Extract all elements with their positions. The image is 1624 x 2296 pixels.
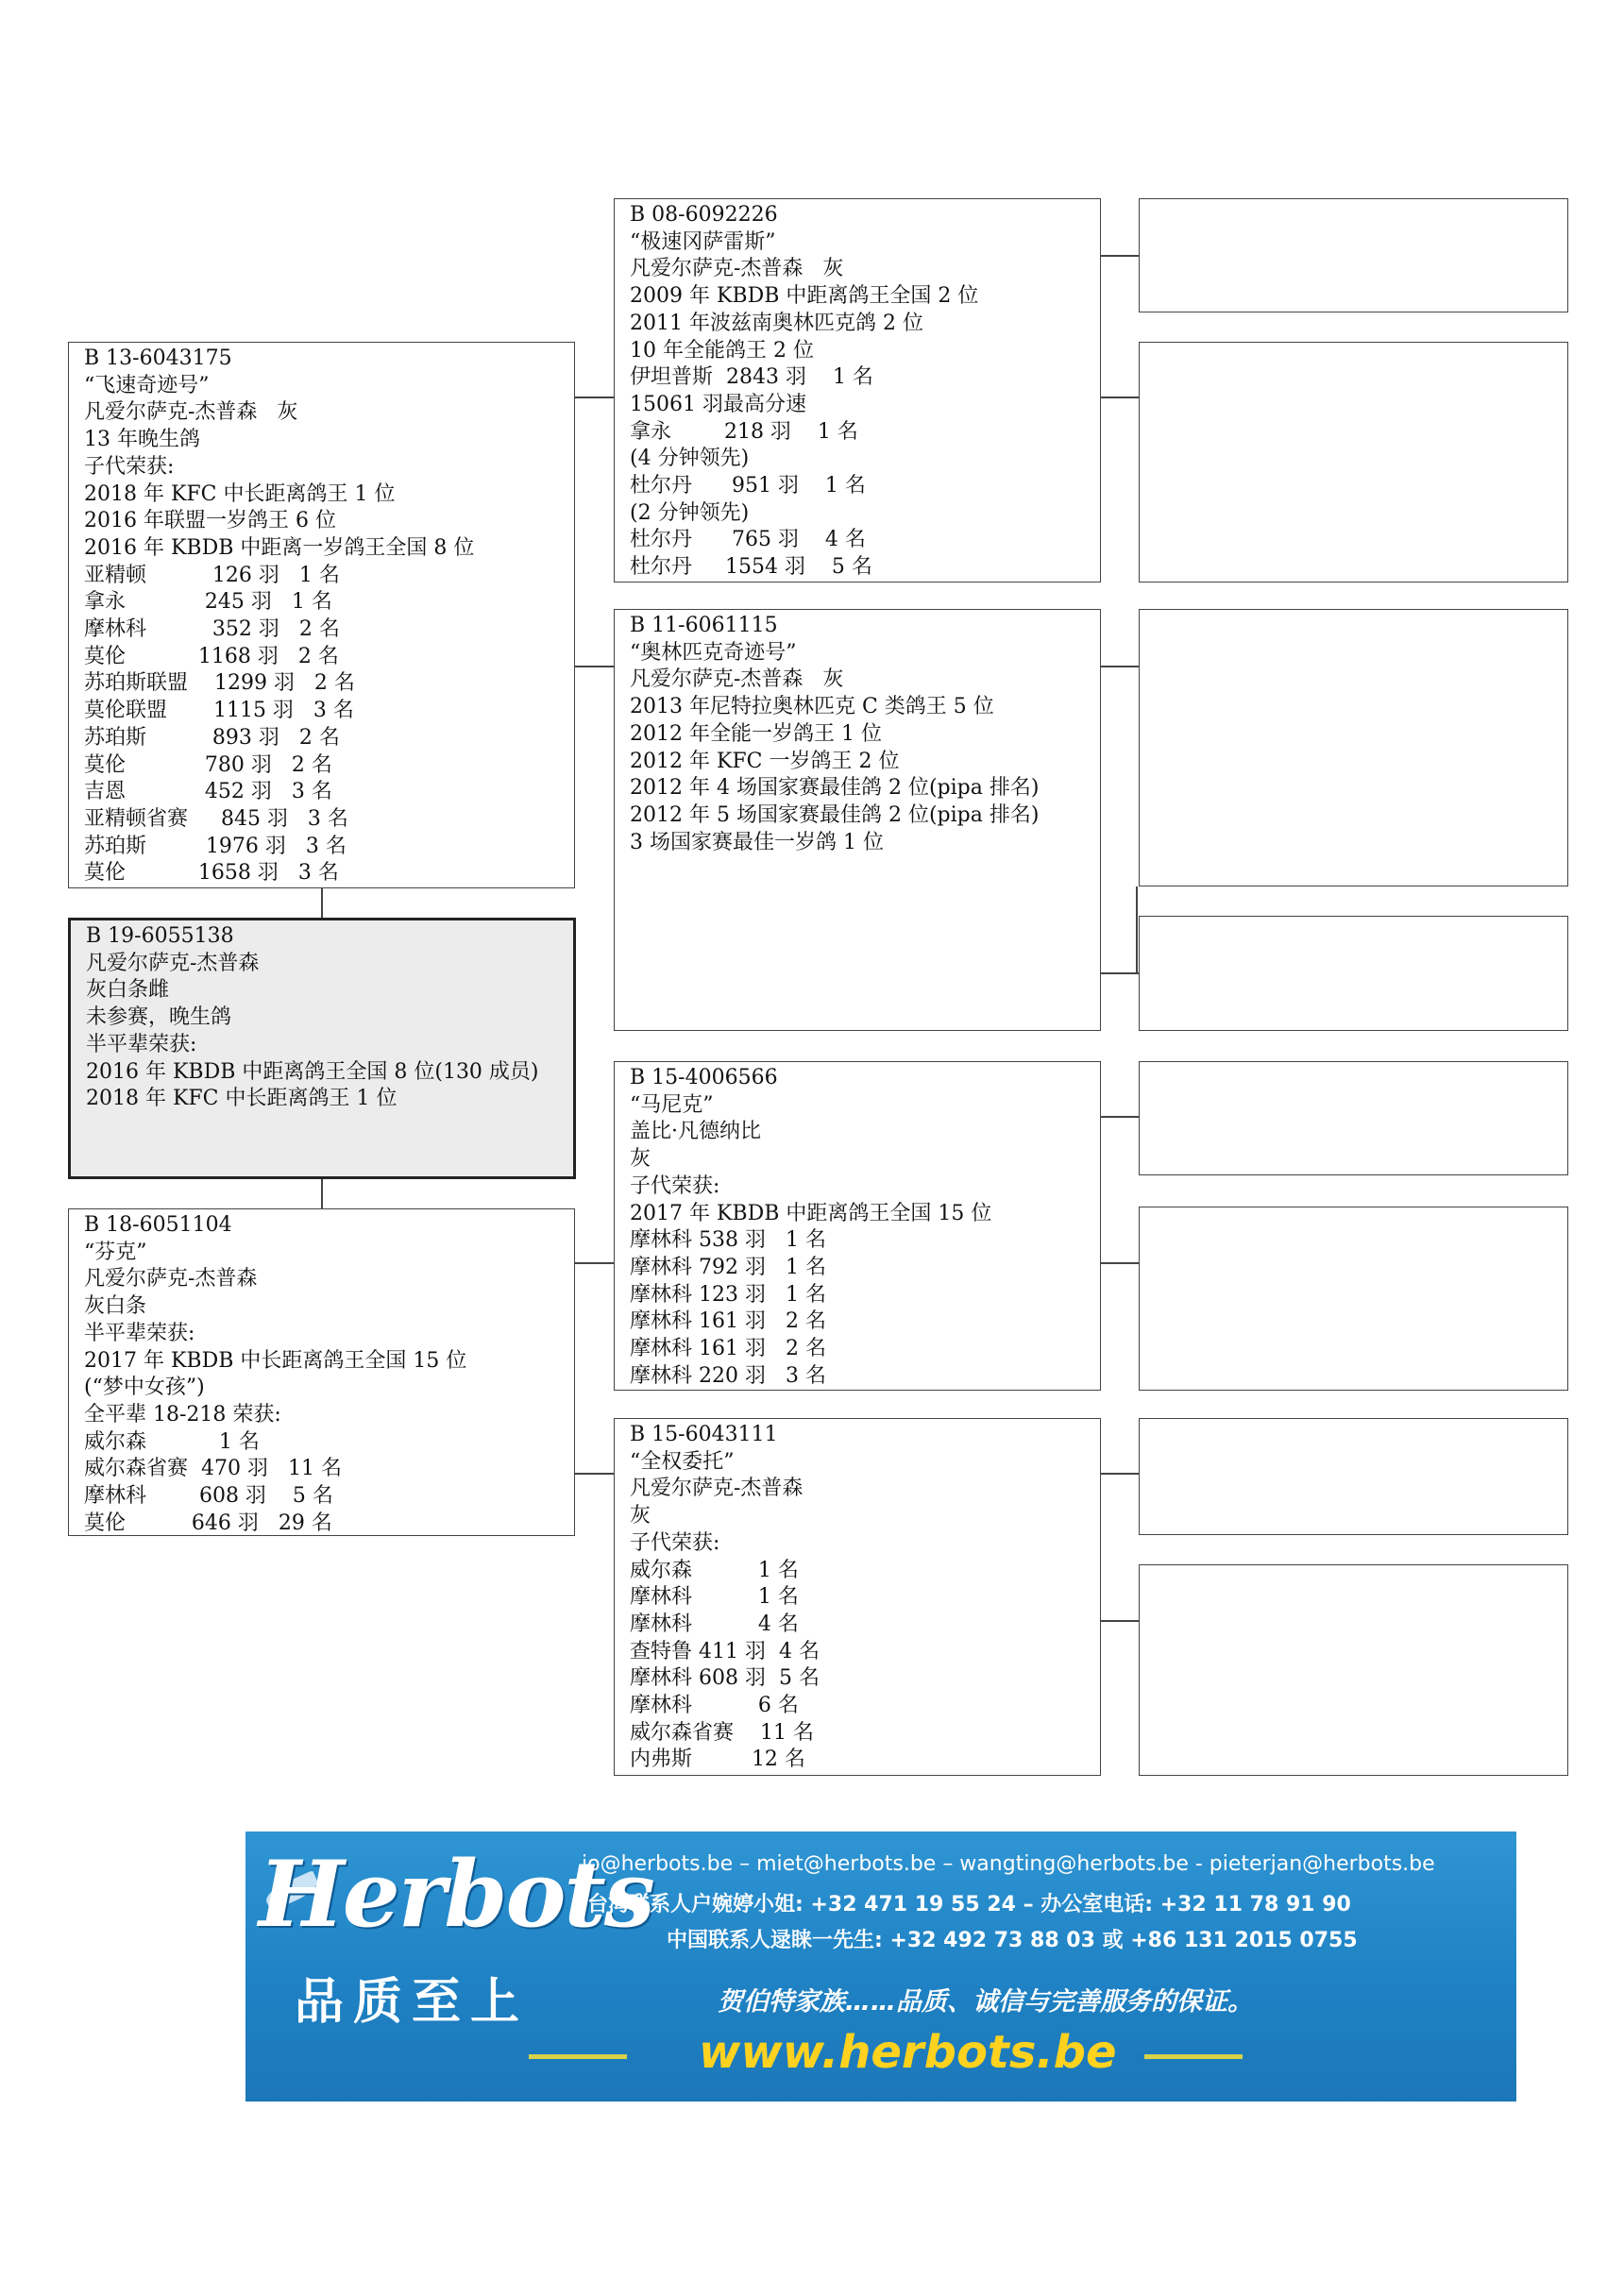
ring-number: B 11-6061115 [630,614,778,637]
connector-line [575,666,614,667]
breeder: 凡爱尔萨克-杰普森 [86,951,260,975]
info-line: (“梦中女孩”) [84,1376,205,1400]
result-line: 吉恩 452 羽 3 名 [84,780,332,804]
info-line: 2016 年联盟一岁鸽王 6 位 [84,509,336,533]
result-line: 查特鲁 411 羽 4 名 [630,1639,820,1663]
result-line: 亚精顿 126 羽 1 名 [84,563,340,587]
result-line: 莫伦联盟 1115 羽 3 名 [84,699,354,723]
result-line: 莫伦 780 羽 2 名 [84,752,332,777]
info-line: 2016 年 KBDB 中距离鸽王全国 8 位(130 成员) [86,1059,539,1084]
breeder: 盖比·凡德纳比 [630,1120,761,1144]
connector-line [321,888,323,918]
result-line: 苏珀斯联盟 1299 羽 2 名 [84,671,355,696]
result-line: 威尔森 1 名 [630,1558,799,1582]
info-line: 半平辈荣获: [86,1032,197,1056]
info-line: 2011 年波兹南奥林匹克鸽 2 位 [630,311,923,335]
info-line: 2016 年 KBDB 中距离一岁鸽王全国 8 位 [84,535,475,560]
connector-line [1101,1473,1139,1475]
result-line: 苏珀斯 1976 羽 3 名 [84,834,347,858]
result-line: 威尔森 1 名 [84,1429,260,1454]
result-line: 摩林科 1 名 [630,1585,799,1610]
info-line: 13 年晚生鸽 [84,428,200,452]
result-line: 莫伦 646 羽 29 名 [84,1511,332,1535]
info-line: 子代荣获: [630,1530,720,1555]
ring-number: B 08-6092226 [630,203,778,227]
result-line: 摩林科 4 名 [630,1612,799,1636]
info-line: 3 场国家赛最佳一岁鸽 1 位 [630,830,884,854]
dam-box [68,1208,575,1536]
ring-number: B 18-6051104 [84,1213,232,1237]
pigeon-name: “芬克” [84,1240,147,1264]
connector-line [575,397,614,398]
result-line: 摩林科 352 羽 2 名 [84,617,340,642]
info-line: 子代荣获: [630,1173,720,1198]
info-line: 2012 年 4 场国家赛最佳鸽 2 位(pipa 排名) [630,776,1040,801]
connector-line [1101,1620,1139,1622]
taiwan-contact-line: 台湾联系人户婉婷小姐: +32 471 19 55 24 – 办公室电话: +32 11 78 91 90 [587,1893,1351,1916]
connector-line [575,1473,614,1475]
ring-number: B 15-6043111 [630,1423,778,1446]
connector-line [1101,1116,1139,1118]
result-line: 杜尔丹 951 羽 1 名 [630,474,866,498]
result-line: 威尔森省赛 470 羽 11 名 [84,1457,342,1481]
herbots-logo: Herbots [259,1841,653,1948]
info-line: 10 年全能鸽王 2 位 [630,338,814,363]
result-line: 摩林科 792 羽 1 名 [630,1255,826,1279]
info-line: 2013 年尼特拉奥林匹克 C 类鸽王 5 位 [630,695,994,719]
result-line: 摩林科 161 羽 2 名 [630,1337,826,1361]
breeder: 凡爱尔萨克-杰普森 灰 [630,667,844,692]
breeder: 凡爱尔萨克-杰普森 [84,1267,258,1292]
gen4-empty-box [1139,1418,1568,1535]
result-line: (4 分钟领先) [630,447,750,471]
slogan: 品质至上 [295,1974,530,2031]
result-line: 亚精顿省赛 845 羽 3 名 [84,806,348,831]
info-line: 2017 年 KBDB 中距离鸽王全国 15 位 [630,1201,992,1225]
info-line: 未参赛，晚生鸽 [86,1005,232,1030]
color: 灰 [630,1147,651,1172]
gen4-empty-box [1139,1564,1568,1776]
decorative-line [529,2054,627,2059]
breeder: 凡爱尔萨克-杰普森 灰 [630,257,844,281]
result-line: 摩林科 123 羽 1 名 [630,1282,826,1307]
sire-sire-box [614,198,1101,582]
info-line: 2009 年 KBDB 中距离鸽王全国 2 位 [630,284,979,309]
dam-dam-box [614,1418,1101,1776]
result-line: 伊坦普斯 2843 羽 1 名 [630,365,873,390]
info-line: 半平辈荣获: [84,1321,195,1345]
dam-sire-box [614,1061,1101,1391]
website-url[interactable]: www.herbots.be [699,2026,1117,2079]
pigeon-name: “全权委托” [630,1449,735,1474]
gen4-empty-box [1139,1061,1568,1175]
result-line: 莫伦 1168 羽 2 名 [84,644,339,668]
connector-line [321,1179,323,1208]
result-line: 威尔森省赛 11 名 [630,1720,814,1745]
result-line: (2 分钟领先) [630,500,750,525]
gen4-empty-box [1139,342,1568,582]
result-line: 苏珀斯 893 羽 2 名 [84,725,340,750]
result-line: 15061 羽最高分速 [630,392,806,416]
info-line: 子代荣获: [84,454,175,479]
result-line: 内弗斯 12 名 [630,1747,805,1772]
info-line: 2018 年 KFC 中长距离鸽王 1 位 [84,481,396,506]
color-sex: 灰白条雌 [86,978,170,1003]
result-line: 摩林科 538 羽 1 名 [630,1228,826,1253]
connector-line [1101,255,1139,257]
pigeon-name: “极速冈萨雷斯” [630,229,776,254]
connector-line [1101,972,1139,974]
result-line: 摩林科 608 羽 5 名 [630,1666,820,1691]
gen4-empty-box [1139,916,1568,1031]
decorative-line [1144,2054,1243,2059]
gen4-empty-box [1139,1207,1568,1391]
result-line: 莫伦 1658 羽 3 名 [84,861,339,886]
breeder: 凡爱尔萨克-杰普森 灰 [84,400,298,425]
color: 灰白条 [84,1294,147,1319]
info-line: 2017 年 KBDB 中长距离鸽王全国 15 位 [84,1348,467,1373]
gen4-empty-box [1139,198,1568,312]
ring-number: B 13-6043175 [84,346,232,370]
result-line: 摩林科 6 名 [630,1694,799,1718]
result-line: 拿永 218 羽 1 名 [630,419,858,444]
breeder: 凡爱尔萨克-杰普森 [630,1477,804,1501]
result-line: 摩林科 608 羽 5 名 [84,1484,333,1509]
info-line: 2012 年全能一岁鸽王 1 位 [630,721,882,746]
result-line: 杜尔丹 1554 羽 5 名 [630,555,872,580]
result-line: 拿永 245 羽 1 名 [84,590,332,615]
gen4-empty-box [1139,609,1568,886]
info-line: 全平辈 18-218 荣获: [84,1402,281,1427]
email-line: jo@herbots.be – miet@herbots.be – wangting@herbots.be - pieterjan@herbots.be [582,1852,1435,1876]
china-contact-line: 中国联系人逯睐一先生: +32 492 73 88 03 或 +86 131 2015 0755 [667,1929,1358,1952]
motto-line: 贺伯特家族……品质、诚信与完善服务的保证。 [718,1987,1253,2017]
color: 灰 [630,1504,651,1528]
herbots-banner [245,1832,1516,2102]
connector-line [1101,397,1139,398]
ring-number: B 15-4006566 [630,1066,778,1089]
result-line: 杜尔丹 765 羽 4 名 [630,528,866,552]
result-line: 摩林科 161 羽 2 名 [630,1309,826,1334]
ring-number: B 19-6055138 [86,924,234,948]
sire-dam-box [614,609,1101,1031]
connector-line [1101,1262,1139,1264]
pigeon-name: “飞速奇迹号” [84,373,210,397]
pigeon-name: “奥林匹克奇迹号” [630,640,797,665]
sire-box [68,342,575,888]
info-line: 2012 年 KFC 一岁鸽王 2 位 [630,749,900,773]
result-line: 摩林科 220 羽 3 名 [630,1363,826,1388]
info-line: 2018 年 KFC 中长距离鸽王 1 位 [86,1087,398,1111]
info-line: 2012 年 5 场国家赛最佳鸽 2 位(pipa 排名) [630,802,1040,827]
connector-line [575,1262,614,1264]
connector-line [1101,666,1139,667]
pigeon-name: “马尼克” [630,1092,714,1117]
connector-line [1136,886,1138,972]
subject-pigeon-box [68,918,576,1179]
